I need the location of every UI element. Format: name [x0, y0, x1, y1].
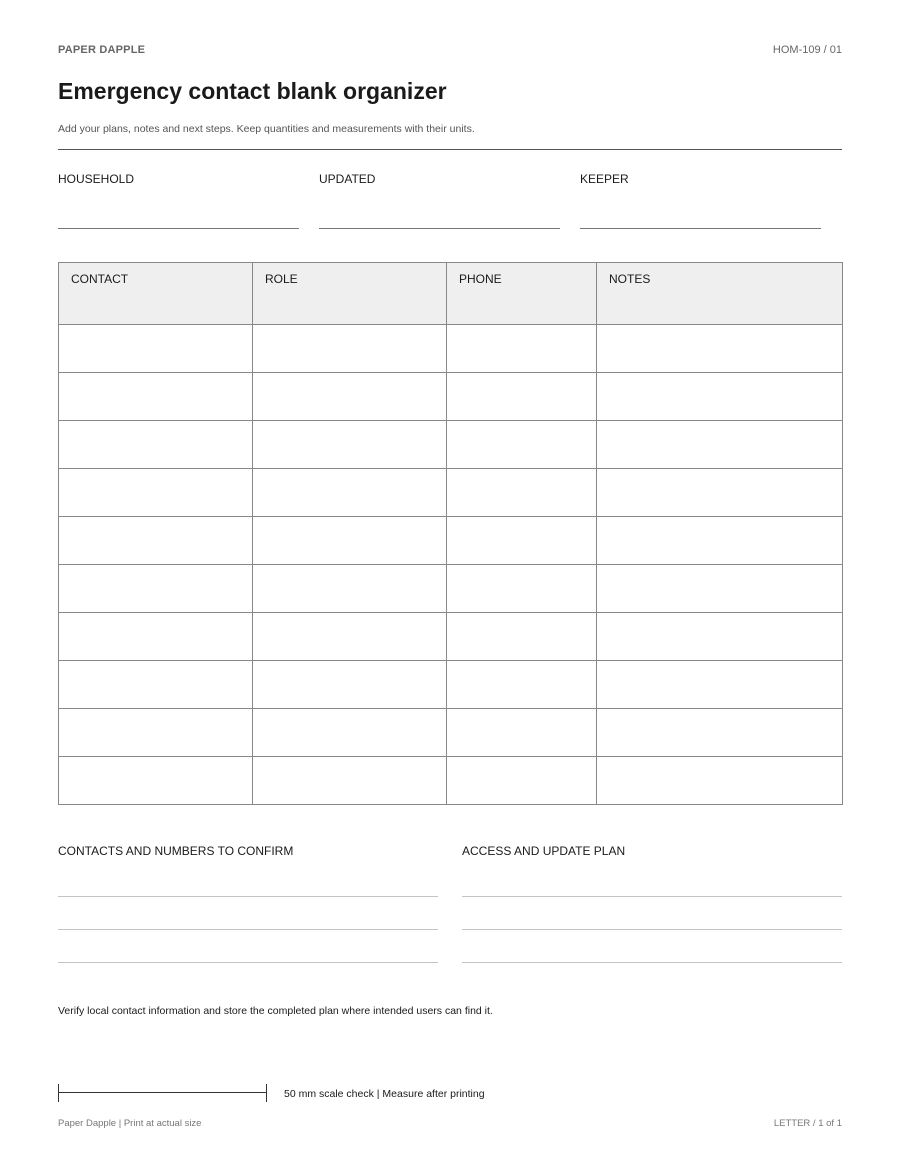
table-cell-notes[interactable] — [597, 421, 843, 469]
table-cell-role[interactable] — [253, 565, 447, 613]
table-cell-notes[interactable] — [597, 757, 843, 805]
table-row — [59, 661, 843, 709]
table-cell-notes[interactable] — [597, 469, 843, 517]
table-cell-contact[interactable] — [59, 421, 253, 469]
updated-field[interactable] — [319, 172, 560, 186]
table-cell-contact[interactable] — [59, 469, 253, 517]
table-cell-phone[interactable] — [447, 565, 597, 613]
table-row — [59, 613, 843, 661]
table-cell-role[interactable] — [253, 325, 447, 373]
footer-page-info: LETTER / 1 of 1 — [773, 1118, 842, 1129]
keeper-label: KEEPER — [580, 172, 629, 186]
table-cell-role[interactable] — [253, 469, 447, 517]
table-cell-role[interactable] — [253, 373, 447, 421]
table-row — [59, 325, 843, 373]
scale-bar-start-tick — [58, 1084, 59, 1102]
write-line[interactable] — [462, 962, 842, 963]
table-cell-role[interactable] — [253, 613, 447, 661]
table-cell-role[interactable] — [253, 709, 447, 757]
household-write-line[interactable] — [58, 228, 299, 229]
column-header-contact: CONTACT — [59, 263, 253, 325]
title-divider — [58, 149, 842, 150]
table-row — [59, 757, 843, 805]
table-cell-phone[interactable] — [447, 421, 597, 469]
table-cell-notes[interactable] — [597, 325, 843, 373]
table-row — [59, 373, 843, 421]
table-cell-contact[interactable] — [59, 517, 253, 565]
verification-note: Verify local contact information and store the completed plan where intended users can find it. — [58, 1005, 493, 1017]
form-code: HOM-109 / 01 — [772, 44, 842, 56]
table-row — [59, 565, 843, 613]
updated-write-line[interactable] — [319, 228, 560, 229]
table-cell-notes[interactable] — [597, 565, 843, 613]
table-row — [59, 469, 843, 517]
access-update-plan-label: ACCESS AND UPDATE PLAN — [462, 844, 626, 858]
page-subtitle: Add your plans, notes and next steps. Keep quantities and measurements with their units. — [58, 123, 475, 135]
table-cell-notes[interactable] — [597, 373, 843, 421]
table-cell-phone[interactable] — [447, 757, 597, 805]
table-cell-phone[interactable] — [447, 373, 597, 421]
column-header-phone: PHONE — [447, 263, 597, 325]
table-cell-notes[interactable] — [597, 661, 843, 709]
page-title: Emergency contact blank organizer — [58, 78, 447, 104]
write-line[interactable] — [58, 962, 438, 963]
write-line[interactable] — [462, 929, 842, 930]
write-line[interactable] — [462, 896, 842, 897]
table-cell-notes[interactable] — [597, 613, 843, 661]
keeper-write-line[interactable] — [580, 228, 821, 229]
table-cell-phone[interactable] — [447, 325, 597, 373]
table-cell-phone[interactable] — [447, 709, 597, 757]
table-cell-contact[interactable] — [59, 661, 253, 709]
table-cell-role[interactable] — [253, 421, 447, 469]
table-cell-contact[interactable] — [59, 565, 253, 613]
table-cell-role[interactable] — [253, 517, 447, 565]
write-line[interactable] — [58, 896, 438, 897]
contacts-to-confirm-label: CONTACTS AND NUMBERS TO CONFIRM — [58, 844, 294, 858]
scale-bar — [58, 1084, 267, 1102]
scale-bar-line — [58, 1092, 267, 1093]
scale-bar-end-tick — [266, 1084, 267, 1102]
scale-check-text: 50 mm scale check | Measure after printing — [284, 1088, 485, 1100]
table-cell-role[interactable] — [253, 661, 447, 709]
table-header-row — [59, 263, 843, 325]
footer-print-note: Paper Dapple | Print at actual size — [58, 1118, 202, 1129]
table-cell-role[interactable] — [253, 757, 447, 805]
table-cell-contact[interactable] — [59, 325, 253, 373]
brand-name: PAPER DAPPLE — [58, 44, 146, 56]
updated-label: UPDATED — [319, 172, 376, 186]
table-cell-phone[interactable] — [447, 613, 597, 661]
contacts-to-confirm-section — [58, 844, 438, 858]
household-label: HOUSEHOLD — [58, 172, 135, 186]
contact-table — [58, 262, 843, 805]
column-header-notes: NOTES — [597, 263, 843, 325]
table-row — [59, 709, 843, 757]
table-body — [59, 325, 843, 805]
table-cell-contact[interactable] — [59, 709, 253, 757]
table-cell-contact[interactable] — [59, 373, 253, 421]
table-cell-notes[interactable] — [597, 709, 843, 757]
table-row — [59, 517, 843, 565]
access-update-plan-section — [462, 844, 842, 858]
table-cell-contact[interactable] — [59, 757, 253, 805]
write-line[interactable] — [58, 929, 438, 930]
keeper-field[interactable] — [580, 172, 821, 186]
table-cell-contact[interactable] — [59, 613, 253, 661]
table-cell-phone[interactable] — [447, 469, 597, 517]
household-field[interactable] — [58, 172, 299, 186]
table-cell-phone[interactable] — [447, 661, 597, 709]
table-cell-phone[interactable] — [447, 517, 597, 565]
column-header-role: ROLE — [253, 263, 447, 325]
table-cell-notes[interactable] — [597, 517, 843, 565]
table-row — [59, 421, 843, 469]
